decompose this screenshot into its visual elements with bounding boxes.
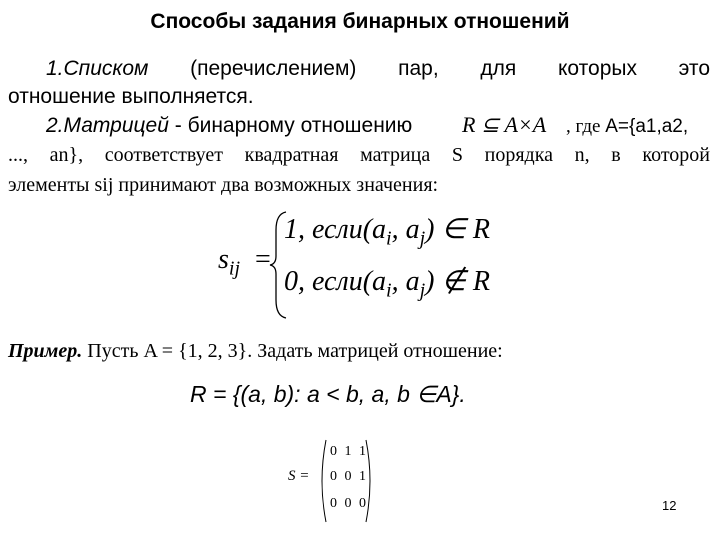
example-text: Пусть A = {1, 2, 3}. Задать матрицей отношение:	[82, 340, 503, 362]
item2-lead: 2.Матрицей	[46, 114, 169, 137]
case2-sub-i: i	[386, 279, 392, 302]
page-number: 12	[662, 498, 677, 513]
matrix-left-paren	[316, 438, 328, 524]
formula-eq: =	[255, 244, 271, 275]
item2-text: - бинарному отношению	[168, 114, 413, 137]
matrix-right-paren	[364, 438, 376, 524]
item2-line2: ..., an}, соответствует квадратная матрица S порядка n, в которой	[8, 144, 710, 166]
case1-end: ) ∈ R	[425, 214, 490, 245]
slide-title: Способы задания бинарных отношений	[150, 10, 570, 33]
item1-line2: отношение выполняется.	[8, 85, 254, 108]
example-line	[8, 340, 503, 363]
matrix-row-1: 0 1 1	[330, 444, 368, 459]
formula-lhs-sub: ij	[228, 257, 241, 280]
case2-mid: , a	[391, 266, 420, 297]
matrix-name: S =	[288, 468, 310, 484]
item2-tail-a: , где	[566, 116, 606, 137]
item2-relation: R ⊆ A×A	[462, 112, 547, 137]
case2-sub-j: j	[419, 279, 426, 302]
item1-line1	[8, 57, 710, 81]
case1-sub-i: i	[386, 227, 392, 250]
item2-line1	[46, 114, 412, 138]
case1-mid: , a	[391, 214, 420, 245]
formula-lhs-s: s	[218, 244, 229, 275]
example-label: Пример.	[8, 340, 83, 362]
case1-text: 1, если(a	[284, 214, 387, 245]
item2-line3: элементы sij принимают два возможных значения:	[8, 174, 439, 196]
case1-sub-j: j	[419, 227, 426, 250]
matrix-row-2: 0 0 1	[330, 469, 368, 484]
matrix-row-3: 0 0 0	[330, 496, 368, 511]
item1-lead: 1.Списком	[46, 57, 149, 80]
item2-tail	[566, 116, 688, 138]
case2-end: ) ∉ R	[425, 266, 490, 297]
formula-case1	[284, 212, 490, 251]
item1-rest: (перечислением) пар, для которых это	[190, 57, 710, 80]
example-relation: R = {(a, b): a < b, a, b ∈A}.	[190, 381, 466, 407]
case2-text: 0, если(a	[284, 266, 387, 297]
formula-lhs	[218, 244, 240, 281]
item2-tail-b: A={a1,a2,	[605, 116, 689, 137]
formula-case2	[284, 264, 490, 303]
